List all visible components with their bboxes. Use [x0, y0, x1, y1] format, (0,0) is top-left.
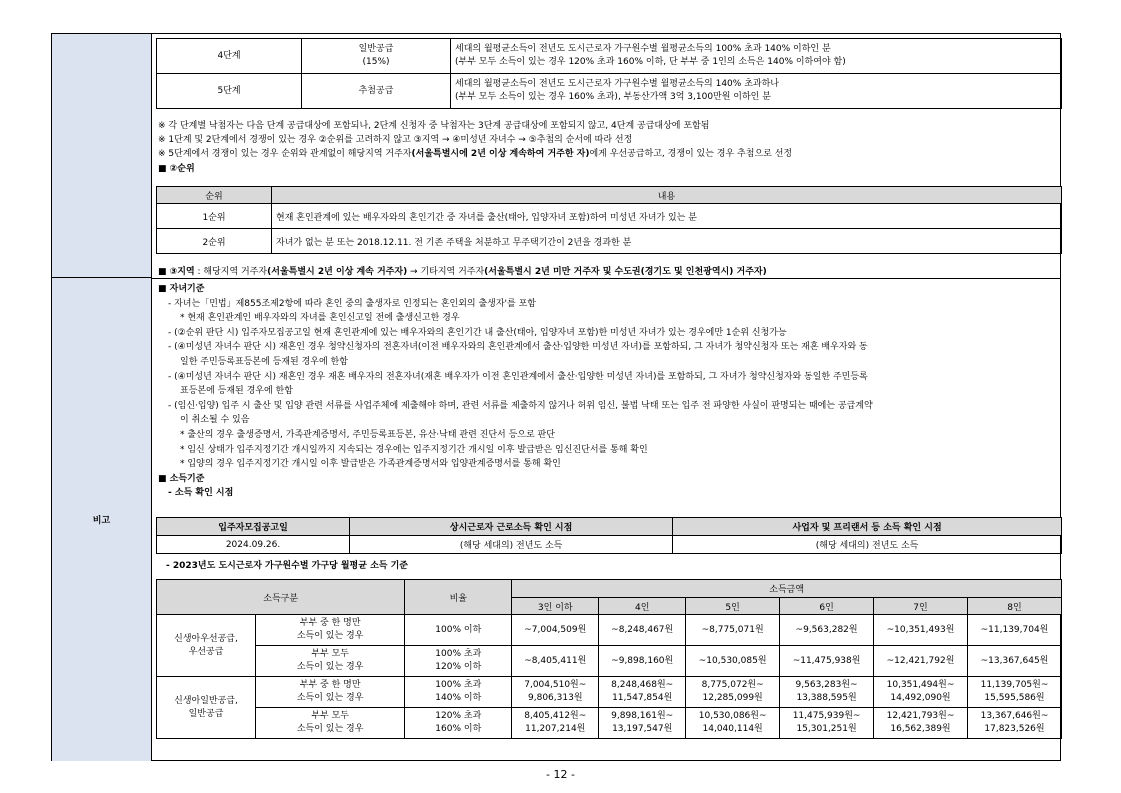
amount-cell-line: 9,898,161원~	[611, 711, 674, 721]
table-row	[157, 615, 1062, 646]
table-row	[157, 39, 1062, 74]
content-cell: 현재 혼인관계에 있는 배우자와의 혼인기간 중 자녀를 출산(태아, 입양자녀 포함)하여 미성년 자녀가 있는 분	[272, 204, 1062, 229]
income-type-cell	[256, 677, 405, 708]
amount-cell-line: ~9,898,160원	[611, 655, 674, 666]
col-type: 소득구분	[157, 580, 405, 615]
stage-table	[156, 38, 1062, 109]
ratio-cell-line: 100% 초과	[435, 649, 482, 659]
amount-cell	[967, 615, 1061, 646]
note-line: ※ 1단계 및 2단계에서 경쟁이 있는 경우 ②순위를 고려하지 않고 ③지역 → ④미성년 자녀수 → ⑤추첨의 순서에 따라 선정	[158, 135, 633, 146]
col-content: 내용	[272, 187, 1062, 204]
text-line: - (④미성년 자녀수 판단 시) 재혼인 경우 재혼 배우자의 전혼자녀(재혼 배우자가 이전 혼인관계에서 출산·입양한 미성년 자녀)를 포함하되, 그 자녀가 청약신청자와 동일한 주민등록	[168, 371, 868, 382]
ratio-cell-line: 120% 초과	[435, 711, 482, 721]
income-type-cell-line: 부부 중 한 명만	[299, 618, 361, 628]
income-date-table	[156, 517, 1062, 554]
amount-cell	[599, 708, 686, 739]
amount-cell-line: ~8,775,071원	[701, 624, 764, 635]
col-household-size: 3인 이하	[512, 598, 599, 615]
note-text: 에게 우선공급하고, 경쟁이 있는 경우 추첨으로 선정	[589, 149, 793, 160]
amount-cell-line: 8,405,412원~	[524, 711, 587, 721]
amount-cell-line: 12,285,099원	[702, 693, 763, 703]
note-line	[158, 147, 1058, 161]
amount-cell-line: 11,139,705원~	[980, 680, 1049, 690]
group-name: 신생아우선공급,	[174, 633, 238, 644]
text-line: * 임신 상태가 입주지정기간 개시일까지 지속되는 경우에는 입주지정기간 개시일 이후 발급받은 임신진단서를 통해 확인	[180, 444, 648, 455]
sub-heading: - 2023년도 도시근로자 가구원수별 가구당 월평균 소득 기준	[166, 561, 408, 571]
ratio-cell	[405, 615, 512, 646]
desc-line: 세대의 월평균소득이 전년도 도시근로자 가구원수별 월평균소득의 100% 초과 140% 이하인 분	[455, 44, 831, 54]
amount-cell-line: ~10,530,085원	[698, 655, 767, 666]
income-table	[156, 579, 1062, 739]
col-rank: 순위	[157, 187, 272, 204]
supply-type: 추첨공급	[358, 85, 394, 96]
region-text: : 해당지역 거주자	[194, 267, 268, 277]
amount-cell	[874, 708, 968, 739]
stage-cell: 5단계	[157, 74, 302, 109]
income-type-cell	[256, 646, 405, 677]
table-row	[157, 536, 1062, 554]
amount-cell-line: ~11,475,938원	[792, 655, 861, 666]
income-type-cell-line: 부부 중 한 명만	[299, 680, 361, 690]
amount-cell-line: ~8,248,467원	[611, 624, 674, 635]
amount-cell-line: ~8,405,411원	[524, 655, 587, 666]
amount-cell	[874, 646, 968, 677]
amount-cell-line: 10,351,494원~	[886, 680, 955, 690]
text-line: - (④미성년 자녀수 판단 시) 재혼인 경우 청약신청자의 전혼자녀(이전 배우자와의 혼인관계에서 출산·입양한 미성년 자녀)를 포함하되, 그 자녀가 청약신청자 또는 재혼 배우자와 동	[168, 342, 868, 353]
desc-line: 세대의 월평균소득이 전년도 도시근로자 가구원수별 월평균소득의 140% 초과하나	[455, 79, 779, 89]
income-type-cell-line: 부부 모두	[311, 649, 349, 659]
group-name: 신생아일반공급,	[174, 695, 238, 706]
amount-cell-line: 14,492,090원	[890, 693, 951, 703]
amount-cell-line: ~9,563,282원	[795, 624, 858, 635]
col-household-size: 4인	[599, 598, 686, 615]
amount-cell	[512, 708, 599, 739]
region-bold: (서울특별시 2년 이상 계속 거주자)	[267, 267, 408, 277]
amount-cell	[512, 677, 599, 708]
amount-cell	[599, 646, 686, 677]
income-type-cell-line: 소득이 있는 경우	[296, 693, 364, 703]
col-amount: 소득금액	[512, 580, 1062, 598]
amount-cell	[686, 646, 780, 677]
ratio-cell	[405, 677, 512, 708]
stage-cell: 4단계	[157, 39, 302, 74]
col-household-size: 6인	[780, 598, 874, 615]
amount-cell-line: 9,806,313원	[528, 693, 583, 703]
group-name: 일반공급	[188, 708, 224, 719]
amount-cell	[967, 708, 1061, 739]
amount-cell-line: 11,547,854원	[612, 693, 673, 703]
desc-cell	[451, 39, 1062, 74]
notes-block	[158, 119, 1058, 176]
amount-cell	[686, 615, 780, 646]
desc-line: (부부 모두 소득이 있는 경우 160% 초과), 부동산가액 3억 3,100만원 이하인 분	[455, 92, 771, 102]
amount-cell-line: 9,563,283원~	[795, 680, 858, 690]
amount-cell	[686, 677, 780, 708]
income-type-cell-line: 소득이 있는 경우	[296, 724, 364, 734]
amount-cell-line: 12,421,793원~	[886, 711, 955, 721]
amount-cell-line: 17,823,526원	[984, 724, 1045, 734]
table-cell: (해당 세대의) 전년도 소득	[350, 536, 673, 554]
amount-cell-line: 13,197,547원	[612, 724, 673, 734]
rank-cell: 1순위	[157, 204, 272, 229]
text-line: 이 취소될 수 있음	[180, 415, 250, 426]
amount-cell-line: 7,004,510원~	[524, 680, 587, 690]
remarks-content	[152, 278, 1060, 761]
children-criteria	[158, 282, 1070, 501]
page-number: - 12 -	[546, 768, 575, 781]
table-cell: (해당 세대의) 전년도 소득	[673, 536, 1062, 554]
sub-heading: - 소득 확인 시점	[168, 488, 234, 499]
income-type-cell-line: 소득이 있는 경우	[296, 662, 364, 672]
table-cell: 2024.09.26.	[157, 536, 350, 554]
desc-line: (부부 모두 소득이 있는 경우 120% 초과 160% 이하, 단 부부 중 1인의 소득은 140% 이하여야 함)	[455, 57, 846, 67]
group-name: 우선공급	[188, 646, 224, 657]
amount-cell-line: ~7,004,509원	[524, 624, 587, 635]
table-header-row	[157, 580, 1062, 598]
text-line: 일한 주민등록표등본에 등재된 경우에 한함	[180, 356, 348, 367]
section-heading: ■ 소득기준	[158, 473, 205, 484]
ratio-cell-line: 120% 이하	[435, 662, 482, 672]
col-ratio: 비율	[405, 580, 512, 615]
col-household-size: 7인	[874, 598, 968, 615]
amount-cell-line: 8,248,468원~	[611, 680, 674, 690]
document-page	[51, 33, 1061, 761]
amount-cell-line: ~11,139,704원	[980, 624, 1049, 635]
group-name-cell	[157, 677, 256, 739]
income-type-cell-line: 부부 모두	[311, 711, 349, 721]
table-row	[157, 74, 1062, 109]
amount-cell	[780, 708, 874, 739]
income-type-cell-line: 소득이 있는 경우	[296, 631, 364, 641]
table-row	[157, 229, 1062, 254]
amount-cell	[967, 677, 1061, 708]
top-content	[152, 34, 1060, 279]
ratio-cell-line: 160% 이하	[435, 724, 482, 734]
region-bold: (서울특별시 2년 미만 거주자 및 수도권(경기도 및 인천광역시) 거주자)	[484, 267, 767, 277]
amount-cell	[780, 646, 874, 677]
amount-cell-line: ~10,351,493원	[886, 624, 955, 635]
amount-cell-line: 10,530,086원~	[698, 711, 767, 721]
ratio-cell-line: 140% 이하	[435, 693, 482, 703]
amount-cell	[599, 677, 686, 708]
region-text: → 기타지역 거주자	[407, 267, 485, 277]
ratio-cell-line: 100% 초과	[435, 680, 482, 690]
table-row	[157, 646, 1062, 677]
text-line: * 현재 혼인관계인 배우자와의 자녀를 혼인신고일 전에 출생신고한 경우	[180, 313, 460, 324]
amount-cell-line: ~13,367,645원	[980, 655, 1049, 666]
amount-cell-line: 15,595,586원	[984, 693, 1045, 703]
col-household-size: 8인	[967, 598, 1061, 615]
supply-cell	[302, 74, 451, 109]
text-line: 표등본에 등재된 경우에 한함	[180, 386, 293, 397]
desc-cell	[451, 74, 1062, 109]
supply-cell	[302, 39, 451, 74]
rank-table	[156, 186, 1062, 254]
amount-cell-line: 13,367,646원~	[980, 711, 1049, 721]
table-row	[157, 677, 1062, 708]
amount-cell	[512, 646, 599, 677]
text-line: * 출산의 경우 출생증명서, 가족관계증명서, 주민등록표등본, 유산·낙태 관련 진단서 등으로 판단	[180, 429, 555, 440]
income-type-cell	[256, 708, 405, 739]
text-line: - (②순위 판단 시) 입주자모집공고일 현재 혼인관계에 있는 배우자와의 혼인기간 내 출산(태아, 입양자녀 포함)한 미성년 자녀가 있는 경우에만 1순위 신청가능	[168, 327, 787, 338]
text-line: * 입양의 경우 입주지정기간 개시일 이후 발급받은 가족관계증명서와 입양관계증명서를 통해 확인	[180, 459, 561, 470]
col-household-size: 5인	[686, 598, 780, 615]
amount-cell-line: 8,775,072원~	[701, 680, 764, 690]
amount-cell	[967, 646, 1061, 677]
group-name-cell	[157, 615, 256, 677]
amount-cell	[599, 615, 686, 646]
amount-cell	[874, 615, 968, 646]
table-row	[157, 708, 1062, 739]
ratio-cell	[405, 708, 512, 739]
text-line: - 자녀는「민법」제855조제2항에 따라 혼인 중의 출생자로 인정되는 혼인외의 출생자'를 포함	[168, 298, 536, 309]
rank-heading: ■ ②순위	[158, 163, 195, 174]
side-cell-remarks	[52, 278, 152, 761]
amount-cell-line: ~12,421,792원	[886, 655, 955, 666]
amount-cell-line: 13,388,595원	[796, 693, 857, 703]
region-line	[158, 264, 767, 277]
amount-cell-line: 11,207,214원	[525, 724, 586, 734]
content-cell: 자녀가 없는 분 또는 2018.12.11. 전 기존 주택을 처분하고 무주택기간이 2년을 경과한 분	[272, 229, 1062, 254]
rank-cell: 2순위	[157, 229, 272, 254]
note-line: ※ 각 단계별 낙첨자는 다음 단계 공급대상에 포함되나, 2단계 신청자 중 낙첨자는 3단계 공급대상에 포함되지 않고, 4단계 공급대상에 포함됨	[158, 121, 710, 131]
amount-cell	[780, 677, 874, 708]
amount-cell	[686, 708, 780, 739]
region-label: ■ ③지역	[158, 267, 195, 277]
amount-cell	[874, 677, 968, 708]
amount-cell-line: 11,475,939원~	[792, 711, 861, 721]
amount-cell	[780, 615, 874, 646]
ratio-cell	[405, 646, 512, 677]
text-line: - (임신·입양) 입주 시 출산 및 입양 관련 서류를 사업주체에 제출해야 하며, 관련 서류를 제출하지 않거나 허위 임신, 불법 낙태 또는 입주 전 파양한 사실이 판명되는 때에는 공급계약	[168, 400, 873, 411]
section-heading: ■ 자녀기준	[158, 284, 205, 294]
col-header: 입주자모집공고일	[157, 518, 350, 536]
amount-cell-line: 14,040,114원	[702, 724, 763, 734]
side-cell-top	[52, 34, 152, 278]
amount-cell-line: 15,301,251원	[796, 724, 857, 734]
table-row	[157, 204, 1062, 229]
col-header: 상시근로자 근로소득 확인 시점	[350, 518, 673, 536]
supply-ratio: (15%)	[362, 57, 390, 67]
income-type-cell	[256, 615, 405, 646]
amount-cell-line: 16,562,389원	[890, 724, 951, 734]
amount-cell	[512, 615, 599, 646]
table-header-row	[157, 187, 1062, 204]
col-header: 사업자 및 프리랜서 등 소득 확인 시점	[673, 518, 1062, 536]
ratio-cell-line: 100% 이하	[435, 624, 482, 635]
side-label: 비고	[92, 516, 111, 526]
supply-type: 일반공급	[358, 44, 394, 54]
table-header-row	[157, 518, 1062, 536]
note-bold: (서울특별시에 2년 이상 계속하여 거주한 자)	[411, 149, 590, 160]
note-text: ※ 5단계에서 경쟁이 있는 경우 순위와 관계없이 해당지역 거주자	[158, 149, 412, 160]
